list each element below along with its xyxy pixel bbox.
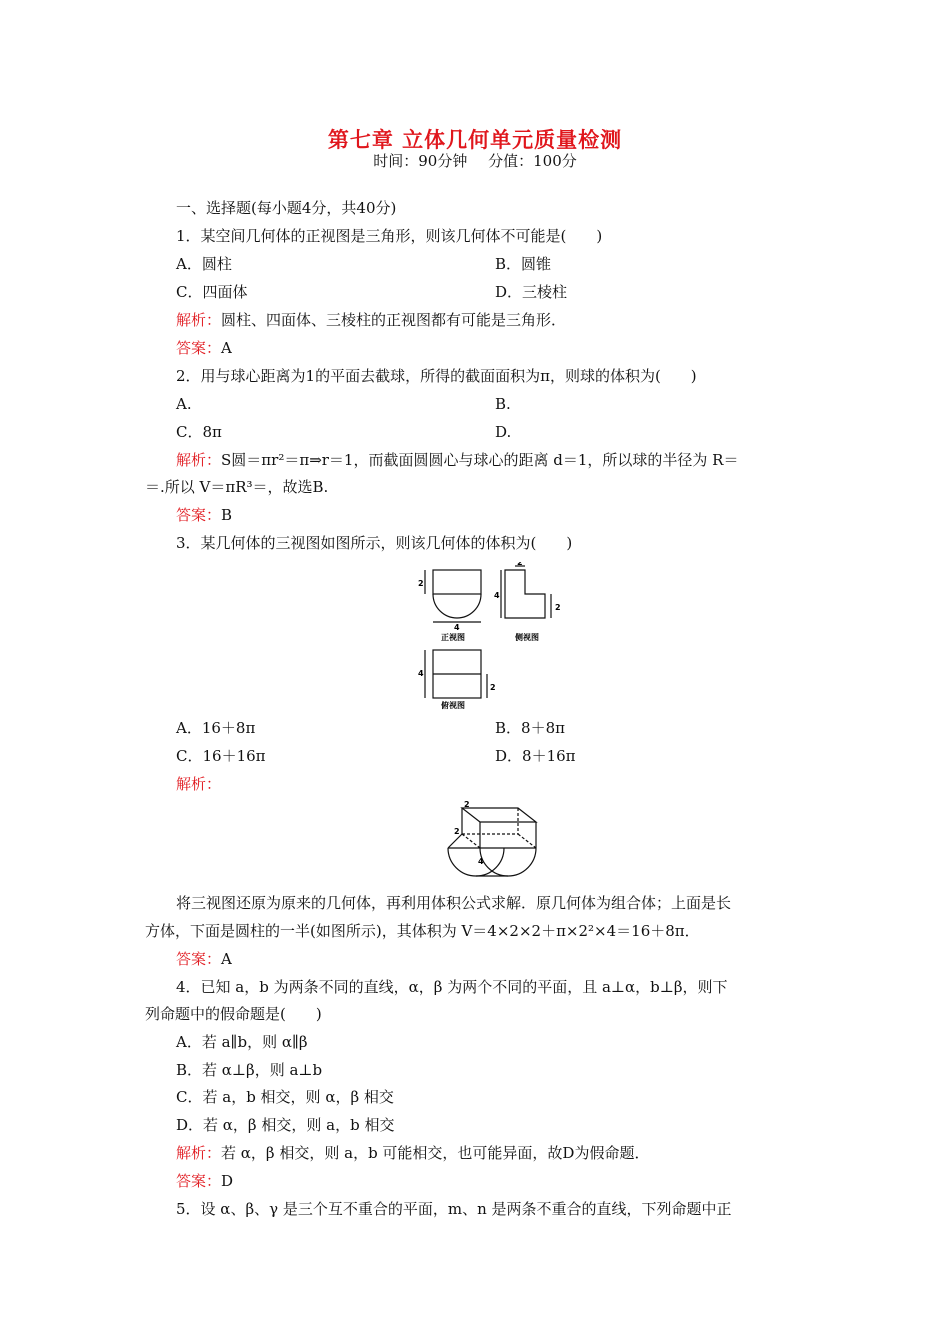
q3-option-d: D．8＋16π <box>495 747 576 765</box>
fig-label-side: 侧视图 <box>515 633 539 642</box>
q2-option-d: D. <box>495 423 512 441</box>
q2-option-c: C．8π <box>176 423 222 441</box>
fig-dim-front-4: 4 <box>454 623 460 632</box>
q1-answer <box>176 338 232 358</box>
q2-option-a: A. <box>176 395 192 413</box>
q2-answer-value: B <box>221 506 233 524</box>
fig-dim-top-2: 2 <box>490 683 496 692</box>
q3-option-b: B．8＋8π <box>495 719 565 737</box>
q4-answer <box>176 1171 233 1191</box>
q4-option-a: A．若 a∥b，则 α∥β <box>176 1033 308 1051</box>
q3-stem: 3．某几何体的三视图如图所示，则该几何体的体积为( ) <box>176 534 573 552</box>
q4-analysis <box>176 1143 649 1163</box>
solid-dim-4: 4 <box>478 857 484 866</box>
q4-answer-label: 答案： <box>176 1172 222 1190</box>
q1-analysis-label: 解析： <box>176 311 222 329</box>
q1-analysis-text: 圆柱、四面体、三棱柱的正视图都有可能是三角形． <box>221 311 567 329</box>
fig-label-front: 正视图 <box>441 633 465 642</box>
q1-answer-label: 答案： <box>176 339 222 357</box>
q3-analysis-label: 解析： <box>176 775 222 793</box>
q2-analysis-line1 <box>176 450 738 470</box>
q4-option-d: D．若 α，β 相交，则 a，b 相交 <box>176 1116 395 1134</box>
q4-analysis-text: 若 α，β 相交，则 a，b 可能相交，也可能异面，故D为假命题． <box>221 1144 650 1162</box>
q2-analysis-label: 解析： <box>176 451 222 469</box>
q1-option-d: D．三棱柱 <box>495 283 568 301</box>
q2-analysis-line2: ＝.所以 V＝πR³＝，故选B. <box>145 478 329 496</box>
fig-dim-side-top-2: 2 <box>517 562 523 567</box>
solid-dim-2a: 2 <box>464 800 470 809</box>
fig-dim-side-4: 4 <box>494 591 500 600</box>
fig-dim-front-2: 2 <box>418 579 424 588</box>
q1-option-c: C．四面体 <box>176 283 248 301</box>
q4-answer-value: D <box>221 1172 234 1190</box>
solid-figure <box>440 800 550 882</box>
solid-dim-2b: 2 <box>454 827 460 836</box>
q4-option-c: C．若 a，b 相交，则 α，β 相交 <box>176 1088 394 1106</box>
section-heading: 一、选择题(每小题4分，共40分) <box>176 199 397 217</box>
three-views-figure <box>415 562 575 712</box>
q3-option-a: A．16＋8π <box>176 719 256 737</box>
q1-answer-value: A <box>221 339 232 357</box>
q4-analysis-label: 解析： <box>176 1144 222 1162</box>
page-title: 第七章 立体几何单元质量检测 <box>327 127 623 152</box>
q1-option-a: A．圆柱 <box>176 255 232 273</box>
q3-answer <box>176 949 232 969</box>
q1-option-b: B．圆锥 <box>495 255 552 273</box>
q4-option-b: B．若 α⊥β，则 a⊥b <box>176 1061 323 1079</box>
fig-dim-side-2: 2 <box>555 603 561 612</box>
q1-analysis <box>176 310 566 330</box>
q3-option-c: C．16＋16π <box>176 747 266 765</box>
q1-stem: 1．某空间几何体的正视图是三角形，则该几何体不可能是( ) <box>176 227 603 245</box>
q4-stem-line1: 4．已知 a，b 为两条不同的直线，α，β 为两个不同的平面，且 a⊥α，b⊥β，则下 <box>176 978 728 996</box>
fig-label-top: 俯视图 <box>441 701 465 710</box>
q3-explain-line1: 将三视图还原为原来的几何体，再利用体积公式求解．原几何体为组合体；上面是长 <box>176 894 732 912</box>
q4-stem-line2: 列命题中的假命题是( ) <box>145 1005 322 1023</box>
q3-explain-line2: 方体，下面是圆柱的一半(如图所示)，其体积为 V＝4×2×2＋π×2²×4＝16＋8π． <box>145 922 700 940</box>
q3-answer-label: 答案： <box>176 950 222 968</box>
page-subtitle: 时间：90分钟 分值：100分 <box>373 152 577 170</box>
q2-stem: 2．用与球心距离为1的平面去截球，所得的截面面积为π，则球的体积为( ) <box>176 367 697 385</box>
q2-analysis-text1: S圆＝πr²＝π⇒r＝1，而截面圆圆心与球心的距离 d＝1，所以球的半径为 R＝ <box>221 451 739 469</box>
q3-answer-value: A <box>221 950 232 968</box>
q2-option-b: B. <box>495 395 511 413</box>
q5-stem: 5．设 α、β、γ 是三个互不重合的平面，m、n 是两条不重合的直线，下列命题中正 <box>176 1200 732 1218</box>
q2-answer-label: 答案： <box>176 506 222 524</box>
q2-answer <box>176 505 232 525</box>
fig-dim-top-4: 4 <box>418 669 424 678</box>
